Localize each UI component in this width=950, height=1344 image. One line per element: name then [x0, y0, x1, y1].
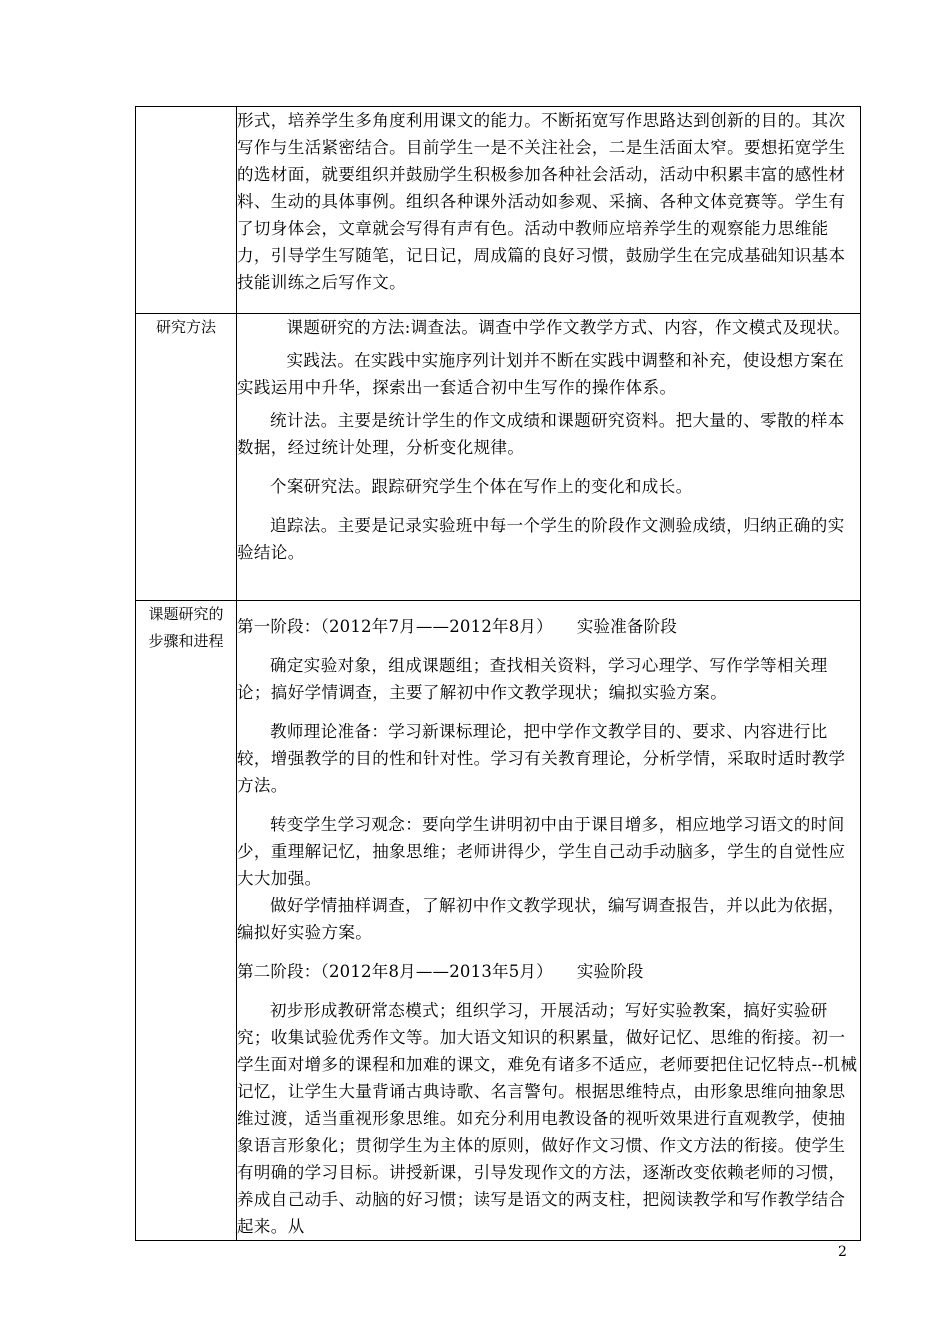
stage-period: 第二阶段：（2012年8月——2013年5月） [237, 962, 553, 981]
table-row [136, 314, 861, 601]
paragraph: 追踪法。主要是记录实验班中每一个学生的阶段作文测验成绩，归纳正确的实验结论。 [237, 516, 845, 562]
content-cell [237, 107, 861, 314]
page-number: 2 [838, 1244, 847, 1260]
table-row [136, 601, 861, 1241]
paragraph: 转变学生学习观念：要向学生讲明初中由于课目增多，相应地学习语文的时间少，重理解记忆，抽象思维；老师讲得少，学生自己动手动脑多，学生的自觉性应大大加强。 [237, 815, 846, 888]
row-label-steps-and-progress: 课题研究的步骤和进程 [136, 601, 237, 1241]
stage-heading [237, 613, 860, 640]
paragraph: 确定实验对象，组成课题组；查找相关资料，学习心理学、写作学等相关理论；搞好学情调查，主要了解初中作文教学现状；编拟实验方案。 [237, 656, 828, 702]
stage-title: 实验准备阶段 [576, 617, 678, 636]
paragraph: 实践法。在实践中实施序列计划并不断在实践中调整和补充，使设想方案在实践运用中升华，探索出一套适合初中生写作的操作体系。 [237, 351, 845, 397]
stage-title: 实验阶段 [576, 962, 644, 981]
paragraph: 个案研究法。跟踪研究学生个体在写作上的变化和成长。 [270, 477, 693, 496]
stage-period: 第一阶段：（2012年7月——2012年8月） [237, 617, 553, 636]
paragraph: 教师理论准备：学习新课标理论，把中学作文教学目的、要求、内容进行比较，增强教学的目的性和针对性。学习有关教育理论，分析学情，采取时适时教学方法。 [237, 722, 846, 795]
content-cell [237, 601, 861, 1241]
row-label-empty [136, 107, 237, 314]
content-cell [237, 314, 861, 601]
row-label-research-methods: 研究方法 [136, 314, 237, 601]
stage-heading [237, 958, 860, 985]
table-row [136, 107, 861, 314]
paragraph: 做好学情抽样调查，了解初中作文教学现状，编写调查报告，并以此为依据，编拟好实验方案。 [237, 896, 845, 942]
paragraph: 课题研究的方法:调查法。调查中学作文教学方式、内容，作文模式及现状。 [286, 318, 851, 337]
paragraph: 形式，培养学生多角度利用课文的能力。不断拓宽写作思路达到创新的目的。其次写作与生活紧密结合。目前学生一是不关注社会，二是生活面太窄。要想拓宽学生的选材面，就要组织并鼓励学生积极参加各种社会活动，活动中积累丰富的感性材料、生动的具体事例。组织各种课外活动如参观、采摘、各种文体竞赛等。学生有了切身体会，文章就会写得有声有色。活动中教师应培养学生的观察能力思维能力，引导学生写随笔，记日记，周成篇的良好习惯，鼓励学生在完成基础知识基本技能训练之后写作文。 [237, 111, 846, 292]
research-plan-table [135, 106, 861, 1241]
paragraph: 初步形成教研常态模式；组织学习，开展活动；写好实验教案，搞好实验研究；收集试验优秀作文等。加大语文知识的积累量，做好记忆、思维的衔接。初一学生面对增多的课程和加难的课文，难免有诸多不适应，老师要把住记忆特点--机械记忆，让学生大量背诵古典诗歌、名言警句。根据思维特点，由形象思维向抽象思维过渡，适当重视形象思维。如充分利用电教设备的视听效果进行直观教学，使抽象语言形象化；贯彻学生为主体的原则，做好作文习惯、作文方法的衔接。使学生有明确的学习目标。讲授新课，引导发现作文的方法，逐渐改变依赖老师的习惯，养成自己动手、动脑的好习惯；读写是语文的两支柱，把阅读教学和写作教学结合起来。从 [237, 1001, 858, 1236]
paragraph: 统计法。主要是统计学生的作文成绩和课题研究资料。把大量的、零散的样本数据，经过统计处理，分析变化规律。 [237, 411, 845, 457]
